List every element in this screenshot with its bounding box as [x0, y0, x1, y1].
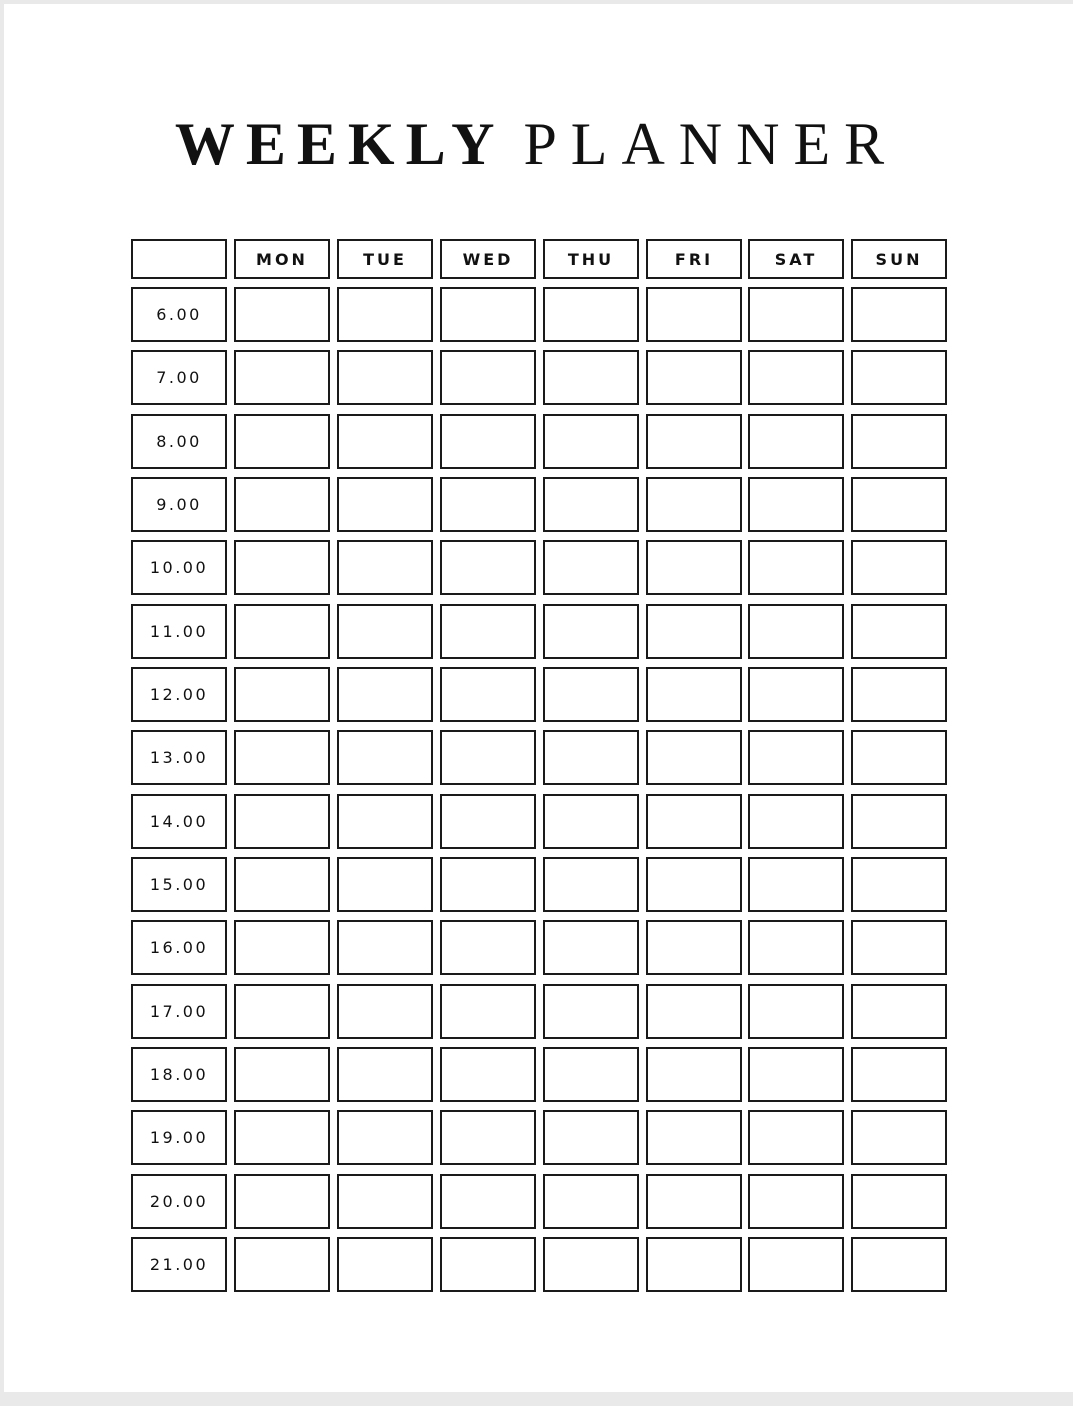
- time-label: 20.00: [149, 1192, 209, 1211]
- slot-cell-sun[interactable]: [851, 414, 947, 469]
- slot-cell-fri[interactable]: [646, 984, 742, 1039]
- slot-cell-tue[interactable]: [337, 667, 433, 722]
- slot-cell-fri[interactable]: [646, 730, 742, 785]
- title-word-weekly: WEEKLY: [174, 111, 506, 177]
- slot-cell-tue[interactable]: [337, 1174, 433, 1229]
- slot-cell-sat[interactable]: [748, 604, 844, 659]
- slot-cell-mon[interactable]: [234, 287, 330, 342]
- slot-cell-fri[interactable]: [646, 1110, 742, 1165]
- slot-cell-mon[interactable]: [234, 794, 330, 849]
- slot-cell-sat[interactable]: [748, 794, 844, 849]
- slot-cell-sat[interactable]: [748, 667, 844, 722]
- day-header-tue: [337, 239, 433, 279]
- time-label: 9.00: [156, 495, 202, 514]
- slot-cell-tue[interactable]: [337, 1110, 433, 1165]
- slot-cell-sat[interactable]: [748, 920, 844, 975]
- slot-cell-sun[interactable]: [851, 287, 947, 342]
- slot-cell-fri[interactable]: [646, 287, 742, 342]
- slot-cell-tue[interactable]: [337, 540, 433, 595]
- slot-cell-sun[interactable]: [851, 984, 947, 1039]
- slot-cell-mon[interactable]: [234, 857, 330, 912]
- slot-cell-sat[interactable]: [748, 477, 844, 532]
- slot-cell-thu[interactable]: [543, 857, 639, 912]
- slot-cell-mon[interactable]: [234, 920, 330, 975]
- slot-cell-sat[interactable]: [748, 350, 844, 405]
- slot-cell-mon[interactable]: [234, 540, 330, 595]
- time-cell: [131, 287, 227, 342]
- slot-cell-sat[interactable]: [748, 857, 844, 912]
- time-label: 15.00: [149, 875, 209, 894]
- slot-cell-tue[interactable]: [337, 730, 433, 785]
- time-cell: [131, 984, 227, 1039]
- slot-cell-fri[interactable]: [646, 920, 742, 975]
- slot-cell-mon[interactable]: [234, 350, 330, 405]
- day-header-label: SAT: [774, 249, 818, 269]
- time-label: 10.00: [149, 558, 209, 577]
- time-label: 13.00: [149, 748, 209, 767]
- time-cell: [131, 1047, 227, 1102]
- slot-cell-fri[interactable]: [646, 350, 742, 405]
- slot-cell-thu[interactable]: [543, 1110, 639, 1165]
- time-cell: [131, 1174, 227, 1229]
- slot-cell-sat[interactable]: [748, 1237, 844, 1292]
- slot-cell-mon[interactable]: [234, 730, 330, 785]
- slot-cell-fri[interactable]: [646, 477, 742, 532]
- slot-cell-sat[interactable]: [748, 1174, 844, 1229]
- time-label: 6.00: [156, 305, 202, 324]
- time-label: 8.00: [156, 432, 202, 451]
- slot-cell-mon[interactable]: [234, 1047, 330, 1102]
- day-header-thu: [543, 239, 639, 279]
- slot-cell-wed[interactable]: [440, 477, 536, 532]
- day-header-sun: [851, 239, 947, 279]
- slot-cell-tue[interactable]: [337, 414, 433, 469]
- slot-cell-wed[interactable]: [440, 1237, 536, 1292]
- time-label: 14.00: [149, 812, 209, 831]
- slot-cell-sun[interactable]: [851, 730, 947, 785]
- day-header-label: THU: [567, 249, 615, 269]
- slot-cell-tue[interactable]: [337, 287, 433, 342]
- slot-cell-sat[interactable]: [748, 540, 844, 595]
- slot-cell-tue[interactable]: [337, 920, 433, 975]
- slot-cell-wed[interactable]: [440, 857, 536, 912]
- slot-cell-sun[interactable]: [851, 540, 947, 595]
- slot-cell-thu[interactable]: [543, 287, 639, 342]
- slot-cell-thu[interactable]: [543, 540, 639, 595]
- time-cell: [131, 730, 227, 785]
- slot-cell-wed[interactable]: [440, 1110, 536, 1165]
- slot-cell-wed[interactable]: [440, 287, 536, 342]
- time-cell: [131, 667, 227, 722]
- day-header-fri: [646, 239, 742, 279]
- slot-cell-fri[interactable]: [646, 794, 742, 849]
- slot-cell-mon[interactable]: [234, 1174, 330, 1229]
- slot-cell-wed[interactable]: [440, 414, 536, 469]
- slot-cell-tue[interactable]: [337, 1047, 433, 1102]
- time-label: 21.00: [149, 1255, 209, 1274]
- slot-cell-mon[interactable]: [234, 1110, 330, 1165]
- slot-cell-wed[interactable]: [440, 984, 536, 1039]
- slot-cell-sun[interactable]: [851, 477, 947, 532]
- day-header-label: MON: [256, 249, 308, 269]
- slot-cell-wed[interactable]: [440, 794, 536, 849]
- time-label: 18.00: [149, 1065, 209, 1084]
- time-cell: [131, 414, 227, 469]
- time-cell: [131, 1110, 227, 1165]
- day-header-label: FRI: [674, 249, 714, 269]
- slot-cell-thu[interactable]: [543, 604, 639, 659]
- slot-cell-thu[interactable]: [543, 477, 639, 532]
- slot-cell-sat[interactable]: [748, 1047, 844, 1102]
- slot-cell-fri[interactable]: [646, 1174, 742, 1229]
- slot-cell-wed[interactable]: [440, 920, 536, 975]
- slot-cell-thu[interactable]: [543, 730, 639, 785]
- slot-cell-tue[interactable]: [337, 350, 433, 405]
- slot-cell-fri[interactable]: [646, 667, 742, 722]
- slot-cell-tue[interactable]: [337, 1237, 433, 1292]
- time-cell: [131, 857, 227, 912]
- slot-cell-mon[interactable]: [234, 667, 330, 722]
- slot-cell-tue[interactable]: [337, 857, 433, 912]
- slot-cell-thu[interactable]: [543, 1047, 639, 1102]
- slot-cell-tue[interactable]: [337, 984, 433, 1039]
- slot-cell-sat[interactable]: [748, 730, 844, 785]
- day-header-mon: [234, 239, 330, 279]
- time-cell: [131, 540, 227, 595]
- slot-cell-wed[interactable]: [440, 604, 536, 659]
- slot-cell-fri[interactable]: [646, 604, 742, 659]
- slot-cell-mon[interactable]: [234, 604, 330, 659]
- slot-cell-wed[interactable]: [440, 1047, 536, 1102]
- day-header-wed: [440, 239, 536, 279]
- slot-cell-mon[interactable]: [234, 414, 330, 469]
- time-cell: [131, 1237, 227, 1292]
- time-label: 7.00: [156, 368, 202, 387]
- slot-cell-thu[interactable]: [543, 1237, 639, 1292]
- time-label: 11.00: [149, 622, 209, 641]
- time-cell: [131, 604, 227, 659]
- slot-cell-thu[interactable]: [543, 1174, 639, 1229]
- slot-cell-sun[interactable]: [851, 350, 947, 405]
- slot-cell-wed[interactable]: [440, 730, 536, 785]
- slot-cell-tue[interactable]: [337, 604, 433, 659]
- slot-cell-mon[interactable]: [234, 1237, 330, 1292]
- slot-cell-thu[interactable]: [543, 350, 639, 405]
- slot-cell-fri[interactable]: [646, 1047, 742, 1102]
- time-label: 16.00: [149, 938, 209, 957]
- day-header-label: WED: [462, 249, 514, 269]
- slot-cell-sat[interactable]: [748, 414, 844, 469]
- header-corner-cell: [131, 239, 227, 279]
- day-header-sat: [748, 239, 844, 279]
- slot-cell-sun[interactable]: [851, 604, 947, 659]
- slot-cell-thu[interactable]: [543, 984, 639, 1039]
- slot-cell-sun[interactable]: [851, 1237, 947, 1292]
- slot-cell-sun[interactable]: [851, 1047, 947, 1102]
- slot-cell-sun[interactable]: [851, 857, 947, 912]
- title-word-planner: PLANNER: [523, 111, 899, 177]
- slot-cell-tue[interactable]: [337, 477, 433, 532]
- slot-cell-thu[interactable]: [543, 794, 639, 849]
- slot-cell-sat[interactable]: [748, 1110, 844, 1165]
- slot-cell-sun[interactable]: [851, 667, 947, 722]
- slot-cell-sun[interactable]: [851, 1110, 947, 1165]
- day-header-label: SUN: [875, 249, 923, 269]
- slot-cell-thu[interactable]: [543, 414, 639, 469]
- slot-cell-wed[interactable]: [440, 350, 536, 405]
- slot-cell-wed[interactable]: [440, 667, 536, 722]
- time-cell: [131, 350, 227, 405]
- slot-cell-mon[interactable]: [234, 477, 330, 532]
- slot-cell-thu[interactable]: [543, 920, 639, 975]
- slot-cell-sun[interactable]: [851, 794, 947, 849]
- slot-cell-fri[interactable]: [646, 540, 742, 595]
- time-label: 17.00: [149, 1002, 209, 1021]
- slot-cell-sun[interactable]: [851, 920, 947, 975]
- time-label: 19.00: [149, 1128, 209, 1147]
- time-cell: [131, 477, 227, 532]
- time-cell: [131, 794, 227, 849]
- time-label: 12.00: [149, 685, 209, 704]
- slot-cell-tue[interactable]: [337, 794, 433, 849]
- slot-cell-fri[interactable]: [646, 414, 742, 469]
- slot-cell-fri[interactable]: [646, 857, 742, 912]
- slot-cell-sun[interactable]: [851, 1174, 947, 1229]
- slot-cell-sat[interactable]: [748, 984, 844, 1039]
- day-header-label: TUE: [363, 249, 407, 269]
- slot-cell-thu[interactable]: [543, 667, 639, 722]
- slot-cell-wed[interactable]: [440, 1174, 536, 1229]
- slot-cell-fri[interactable]: [646, 1237, 742, 1292]
- slot-cell-sat[interactable]: [748, 287, 844, 342]
- time-cell: [131, 920, 227, 975]
- slot-cell-mon[interactable]: [234, 984, 330, 1039]
- slot-cell-wed[interactable]: [440, 540, 536, 595]
